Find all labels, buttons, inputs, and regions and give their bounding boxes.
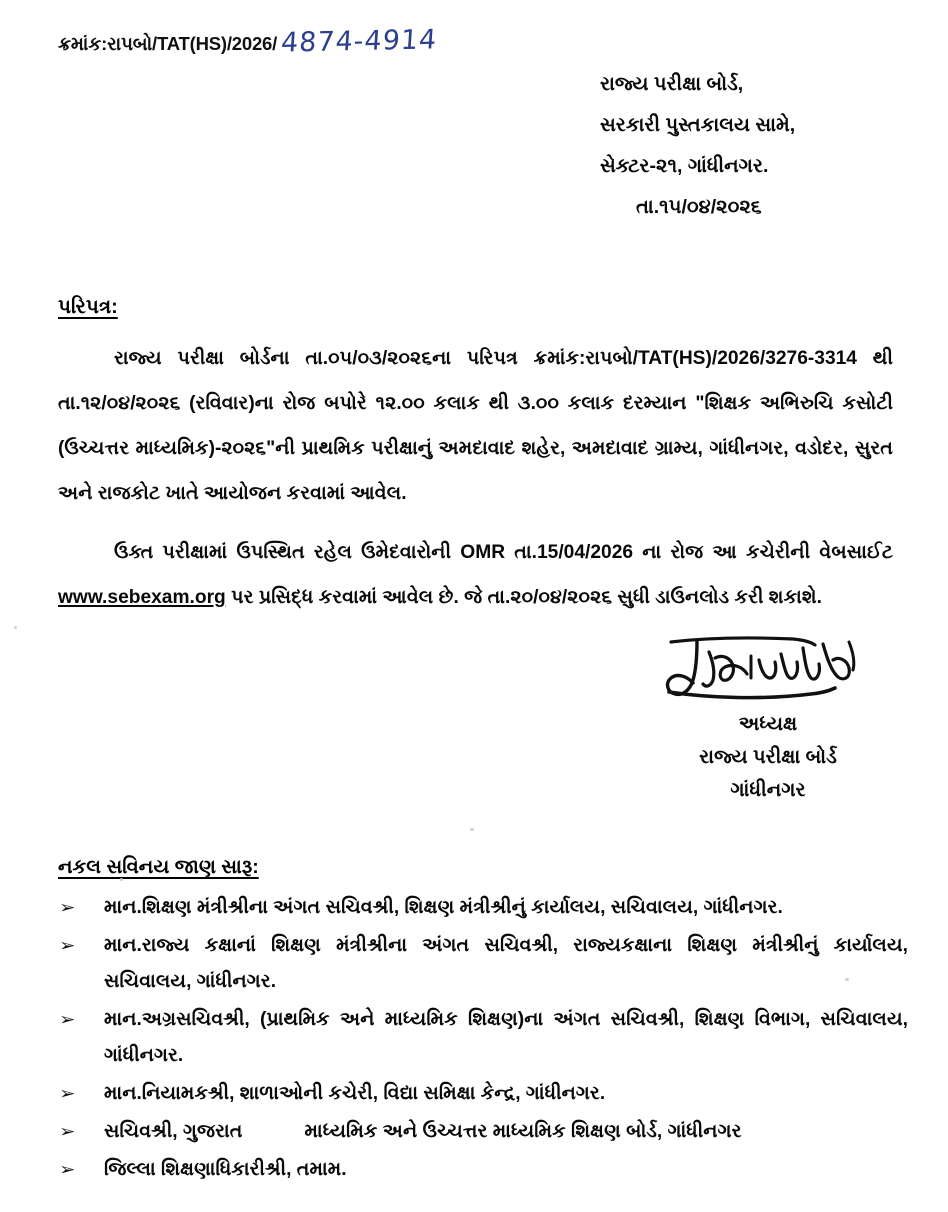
list-item xyxy=(58,928,908,1000)
arrow-bullet-icon: ➢ xyxy=(59,1160,76,1179)
paragraph-omr-availability xyxy=(58,530,893,620)
address-line-organisation: રાજ્ય પરીક્ષા બોર્ડ, xyxy=(600,73,744,95)
scan-artifact xyxy=(14,626,17,629)
list-item xyxy=(58,1152,908,1188)
arrow-bullet-icon: ➢ xyxy=(59,1084,76,1103)
arrow-bullet-icon: ➢ xyxy=(59,936,76,955)
reference-number-printed: ક્રમાંક:રાપબો/TAT(HS)/2026/ xyxy=(58,33,278,54)
scan-artifact xyxy=(120,878,123,881)
paragraph-1-text: રાજ્ય પરીક્ષા બોર્ડના તા.૦૫/૦૩/૨૦૨૬ના પરિપત્ર ક્રમાંક:રાપબો/TAT(HS)/2026/3276-3314 થી તા.૧૨/૦૪/૨૦૨૬ (રવિવાર)ના રોજ બપોરે ૧૨.૦૦ કલાક થી ૩.૦૦ કલાક દરમ્યાન "શિક્ષક અભિરુચિ કસોટી (ઉચ્ચત્તર માધ્યમિક)-૨૦૨૬"ની પ્રાથમિક પરીક્ષાનું અમદાવાદ શહેર, અમદાવાદ ગ્રામ્ય, ગાંધીનગર, વડોદર, સુરત અને રાજકોટ ખાતે આયોજન કરવામાં આવેલ. xyxy=(58,348,893,504)
page-title: પરિપત્ર: xyxy=(58,296,118,318)
list-item xyxy=(58,1076,908,1112)
issuing-office-address xyxy=(600,64,795,228)
address-line-street: સરકારી પુસ્તકાલય સામે, xyxy=(600,114,796,136)
paragraph-2-text-after-url: પર પ્રસિદ્ધ કરવામાં આવેલ છે. જે તા.૨૦/૦૪/૨૦૨૬ સુધી ડાઉનલોડ કરી શકાશે. xyxy=(225,587,822,608)
list-item-label: જિલ્લા શિક્ષણાધિકારીશ્રી, તમામ. xyxy=(104,1159,347,1180)
list-item-label: માન.શિક્ષણ મંત્રીશ્રીના અંગત સચિવશ્રી, શિક્ષણ મંત્રીશ્રીનું કાર્યાલય, સચિવાલય, ગાંધીનગર. xyxy=(104,897,783,918)
sebexam-website-link[interactable]: www.sebexam.org xyxy=(58,587,226,608)
signatory-place: ગાંધીનગર xyxy=(730,779,806,801)
list-item-label: માન.નિયામકશ્રી, શાળાઓની કચેરી, વિદ્યા સમિક્ષા કેન્દ્ર, ગાંધીનગર. xyxy=(104,1083,606,1104)
reference-number-handwritten: 4874-4914 xyxy=(280,24,439,59)
circular-date: તા.૧૫/૦૪/૨૦૨૬ xyxy=(636,196,762,218)
address-line-city: સેક્ટર-૨૧, ગાંધીનગર. xyxy=(600,155,769,177)
reference-number-line xyxy=(58,24,439,59)
list-item-label-suffix: માધ્યમિક અને ઉચ્ચત્તર માધ્યમિક શિક્ષણ બોર્ડ, ગાંધીનગર xyxy=(304,1121,742,1142)
paragraph-2-text-before-url: ઉક્ત પરીક્ષામાં ઉપસ્થિત રહેલ ઉમેદવારોની OMR તા.15/04/2026 ના રોજ આ કચેરીની વેબસાઈટ xyxy=(114,542,893,563)
list-item-label xyxy=(104,1114,908,1150)
arrow-bullet-icon: ➢ xyxy=(59,1122,76,1141)
list-item-label: માન.અગ્રસચિવશ્રી, (પ્રાથમિક અને માધ્યમિક શિક્ષણ)ના અંગત સચિવશ્રી, શિક્ષણ વિભાગ, સચિવાલય, ગાંધીનગર. xyxy=(104,1009,908,1066)
signatory-organisation: રાજ્ય પરીક્ષા બોર્ડ xyxy=(699,746,837,768)
list-item-label: માન.રાજ્ય કક્ષાનાં શિક્ષણ મંત્રીશ્રીના અંગત સચિવશ્રી, રાજ્યકક્ષાના શિક્ષણ મંત્રીશ્રીનું કાર્યાલય, સચિવાલય, ગાંધીનગર. xyxy=(104,935,908,992)
signatory-designation: અધ્યક્ષ xyxy=(738,713,798,735)
copy-to-list xyxy=(58,890,908,1190)
list-item-label-prefix: સચિવશ્રી, ગુજરાત xyxy=(104,1121,243,1142)
arrow-bullet-icon: ➢ xyxy=(59,898,76,917)
copy-to-heading: નકલ સવિનય જાણ સારૂ: xyxy=(58,856,259,878)
list-item xyxy=(58,1002,908,1074)
arrow-bullet-icon: ➢ xyxy=(59,1010,76,1029)
list-item xyxy=(58,1114,908,1150)
scan-artifact xyxy=(845,978,849,981)
list-item xyxy=(58,890,908,926)
paragraph-exam-schedule xyxy=(58,336,893,516)
handwritten-signature-icon xyxy=(653,636,883,708)
scan-artifact xyxy=(470,828,474,831)
signature-block xyxy=(618,636,918,807)
